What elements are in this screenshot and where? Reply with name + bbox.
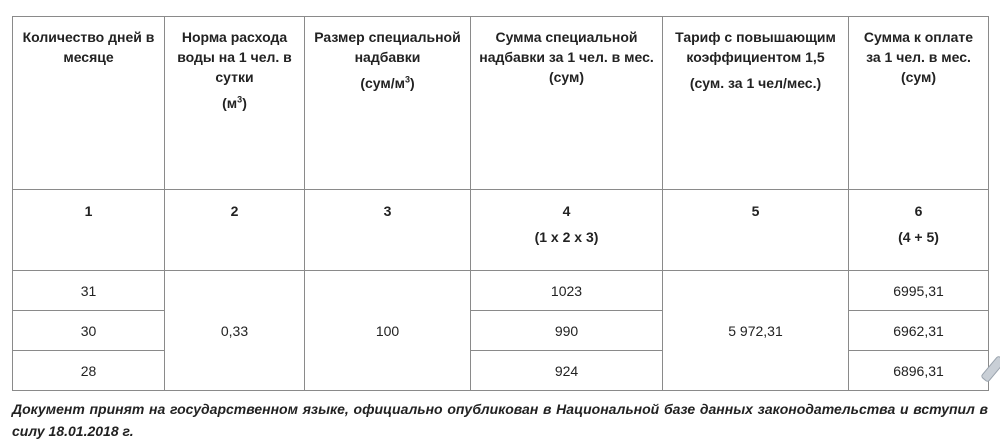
cell-special-sum: 1023 — [471, 271, 663, 311]
header-total: Сумма к оплате за 1 чел. в мес. (сум) — [849, 17, 989, 190]
cell-norm: 0,33 — [165, 271, 305, 391]
cell-days: 28 — [13, 351, 165, 391]
column-number: 6 (4 + 5) — [849, 190, 989, 271]
header-surcharge-unit: $(сум/м^3)$ — [360, 74, 415, 91]
cell-days: 30 — [13, 311, 165, 351]
header-norm-unit: $(м^3)$ — [222, 94, 247, 111]
column-number: 3 — [305, 190, 471, 271]
header-tariff-unit: (сум. за 1 чел/мес.) — [689, 75, 822, 91]
tariff-table — [12, 16, 989, 391]
column-number: 2 — [165, 190, 305, 271]
column-number: 4 (1 x 2 x 3) — [471, 190, 663, 271]
cell-special-sum: 924 — [471, 351, 663, 391]
cell-total: 6995,31 — [849, 271, 989, 311]
header-norm: Норма расхода воды на 1 чел. в сутки $(м^3)$ — [165, 17, 305, 190]
cell-total: 6962,31 — [849, 311, 989, 351]
cell-special-sum: 990 — [471, 311, 663, 351]
header-surcharge: Размер специальной надбавки $(сум/м^3)$ — [305, 17, 471, 190]
cell-surcharge: 100 — [305, 271, 471, 391]
header-days: Количество дней в месяце — [13, 17, 165, 190]
header-tariff: Тариф с повышающим коэффициентом 1,5 (сум. за 1 чел/мес.) — [663, 17, 849, 190]
column-number-row — [13, 190, 989, 271]
table-row — [13, 271, 989, 311]
header-row — [13, 17, 989, 190]
column-number: 1 — [13, 190, 165, 271]
footer-note: Документ принят на государственном языке, официально опубликован в Национальной базе данных законодательства и вступил в силу 18.01.2018 г. — [12, 401, 988, 439]
column-formula: (4 + 5) — [898, 229, 939, 245]
column-formula: (1 x 2 x 3) — [534, 229, 599, 245]
cell-days: 31 — [13, 271, 165, 311]
cell-tariff: 5 972,31 — [663, 271, 849, 391]
cell-total: 6896,31 — [849, 351, 989, 391]
header-special-sum: Сумма специальной надбавки за 1 чел. в мес. (сум) — [471, 17, 663, 190]
column-number: 5 — [663, 190, 849, 271]
